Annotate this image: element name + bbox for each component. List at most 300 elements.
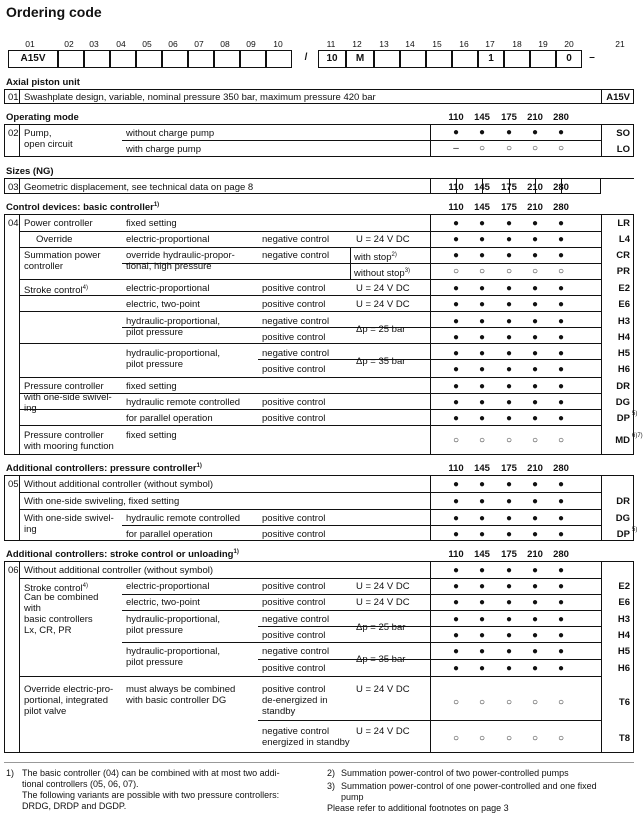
symbol: E6: [618, 299, 630, 310]
label: Pressure controller: [24, 430, 104, 441]
position-number: 04: [116, 39, 126, 49]
ng-size: 175: [501, 202, 517, 213]
mark: ●: [452, 646, 460, 657]
label: Pump,: [24, 128, 52, 139]
symbol: E2: [618, 581, 630, 592]
symbol: DP: [616, 529, 630, 540]
section-axial: Axial piston unit: [6, 77, 80, 88]
mark: ●: [557, 565, 565, 576]
position-number: 13: [379, 39, 389, 49]
grid-line: [350, 263, 602, 264]
symbol: L4: [618, 234, 630, 245]
label: Δp = 25 bar: [356, 622, 406, 633]
mark: ●: [452, 581, 460, 592]
mark: ○: [452, 266, 460, 277]
grid-line: [535, 179, 536, 194]
ng-size: 210: [527, 112, 543, 123]
mark: ●: [478, 529, 486, 540]
symbol: MD: [615, 435, 630, 446]
mark: ●: [557, 513, 565, 524]
mark: ●: [531, 663, 539, 674]
label: U = 24 V DC: [356, 684, 410, 695]
label: fixed setting: [126, 430, 177, 441]
mark: ●: [557, 597, 565, 608]
mark: ●: [478, 413, 486, 424]
label: positive control: [262, 529, 326, 540]
label: without charge pump: [126, 128, 215, 139]
label: positive control: [262, 663, 326, 674]
ng-size: 145: [474, 112, 490, 123]
ng-size: 280: [553, 549, 569, 560]
mark: ●: [452, 597, 460, 608]
section-sizes: Sizes (NG): [6, 166, 54, 177]
mark: ●: [531, 364, 539, 375]
position-number: 12: [352, 39, 362, 49]
ng-size: 110: [448, 112, 464, 123]
mark: ●: [505, 234, 513, 245]
symbol: DG: [615, 513, 630, 524]
ng-size: 210: [527, 463, 543, 474]
mark: ●: [478, 663, 486, 674]
code-box: [452, 50, 478, 68]
mark: ○: [478, 143, 486, 154]
mark: ●: [531, 348, 539, 359]
mark: ●: [505, 413, 513, 424]
ng-size: 210: [527, 182, 543, 193]
label: electric, two-point: [126, 299, 200, 310]
grid-line: [19, 409, 602, 410]
symbol: T8: [618, 733, 630, 744]
code-box: [162, 50, 188, 68]
mark: ●: [531, 630, 539, 641]
ng-size: 175: [501, 112, 517, 123]
mark: ●: [531, 581, 539, 592]
mark: ○: [505, 733, 513, 744]
code-box: –: [589, 52, 595, 63]
mark: ●: [531, 614, 539, 625]
mark: ●: [505, 348, 513, 359]
mark: ●: [531, 646, 539, 657]
mark: ●: [557, 663, 565, 674]
mark: ●: [505, 381, 513, 392]
row-text: Geometric displacement, see technical data on page 8: [24, 182, 254, 193]
code-box: [58, 50, 84, 68]
mark: ●: [557, 299, 565, 310]
mark: ●: [452, 234, 460, 245]
mark: ●: [478, 299, 486, 310]
code-box: [214, 50, 240, 68]
label: U = 24 V DC: [356, 283, 410, 294]
mark: ●: [505, 283, 513, 294]
mark: ●: [478, 283, 486, 294]
label: energized in standby: [262, 737, 350, 748]
label: tional, high pressure: [126, 261, 212, 272]
label: positive control: [262, 283, 326, 294]
code-box: 10: [318, 50, 346, 68]
mark: ●: [452, 348, 460, 359]
label: basic controllers: [24, 614, 93, 625]
ng-size: 145: [474, 549, 490, 560]
section-add-stroke: Additional controllers: stroke control or unloading$^{1)}$: [6, 549, 239, 561]
position-number: 01: [25, 39, 35, 49]
label: positive control: [262, 581, 326, 592]
footnote-num: 3): [327, 781, 336, 791]
label: fixed setting: [126, 218, 177, 229]
mark: ●: [557, 397, 565, 408]
position-number: 14: [405, 39, 415, 49]
position-number: 10: [273, 39, 283, 49]
symbol: DP: [616, 413, 630, 424]
grid-line: [122, 610, 602, 611]
ng-size: 280: [553, 182, 569, 193]
grid-line: [19, 311, 602, 312]
label: Can be combined: [24, 592, 99, 603]
grid-line: [19, 676, 602, 677]
symbol: H4: [617, 630, 630, 641]
grid-line: [19, 377, 602, 378]
code-box: A15V: [8, 50, 58, 68]
code-box: [266, 50, 292, 68]
position-number: 06: [168, 39, 178, 49]
mark: ●: [505, 614, 513, 625]
mark: ●: [478, 565, 486, 576]
mark: ●: [557, 250, 565, 261]
grid-line: [19, 425, 602, 426]
footnote-num: 1): [6, 768, 15, 778]
position-number: 20: [564, 39, 574, 49]
label: positive control: [262, 630, 326, 641]
label: negative control: [262, 726, 330, 737]
mark: ●: [478, 513, 486, 524]
mark: ○: [478, 435, 486, 446]
ng-size: 210: [527, 202, 543, 213]
mark: ●: [452, 565, 460, 576]
mark: ●: [557, 529, 565, 540]
symbol: H5: [617, 348, 630, 359]
label: pilot valve: [24, 706, 67, 717]
label: de-energized in: [262, 695, 328, 706]
mark: ●: [452, 413, 460, 424]
mark: ●: [478, 348, 486, 359]
symbol: DR: [616, 381, 630, 392]
mark: ●: [478, 496, 486, 507]
grid-line: [258, 359, 602, 360]
mark: ●: [557, 316, 565, 327]
label: negative control: [262, 614, 330, 625]
mark: ●: [478, 646, 486, 657]
mark: ●: [557, 381, 565, 392]
label: ing: [24, 524, 37, 535]
mark: ●: [452, 316, 460, 327]
symbol: E2: [618, 283, 630, 294]
footnote-1c: The following variants are possible with two pressure controllers:: [22, 790, 280, 800]
mark: ●: [452, 381, 460, 392]
mark: ●: [531, 299, 539, 310]
code-box: [374, 50, 400, 68]
ng-size: 280: [553, 463, 569, 474]
label: hydraulic-proportional,: [126, 646, 220, 657]
symbol: H5: [617, 646, 630, 657]
code-box: [530, 50, 556, 68]
mark: ●: [531, 127, 539, 138]
ng-size: 280: [553, 112, 569, 123]
label: negative control: [262, 646, 330, 657]
mark: ●: [478, 630, 486, 641]
mark: ●: [505, 479, 513, 490]
label: fixed setting: [126, 381, 177, 392]
label: with one-side swivel-: [24, 392, 112, 403]
section-add-pressure: Additional controllers: pressure controller$^{1)}$: [6, 463, 202, 475]
mark: ○: [557, 697, 565, 708]
mark: ○: [531, 435, 539, 446]
label: hydraulic-proportional,: [126, 316, 220, 327]
grid-line: [258, 659, 602, 660]
ng-size: 210: [527, 549, 543, 560]
position-number: 05: [142, 39, 152, 49]
code-box: [240, 50, 266, 68]
code-box: [400, 50, 426, 68]
section-control: Control devices: basic controller$^{1)}$: [6, 202, 160, 214]
label: U = 24 V DC: [356, 581, 410, 592]
row-num: 05: [8, 479, 19, 490]
mark: ●: [505, 218, 513, 229]
grid-line: [456, 179, 457, 194]
ng-size: 280: [553, 202, 569, 213]
grid-line: [122, 642, 602, 643]
label: negative control: [262, 250, 330, 261]
mark: ●: [557, 218, 565, 229]
mark: ●: [557, 479, 565, 490]
ng-size: 110: [448, 549, 464, 560]
symbol: H3: [617, 316, 630, 327]
label: U = 24 V DC: [356, 726, 410, 737]
mark: ●: [452, 479, 460, 490]
mark: ●: [557, 614, 565, 625]
label: hydraulic remote controlled: [126, 513, 241, 524]
grid-line: [561, 179, 562, 194]
mark: ○: [557, 143, 565, 154]
mark: ●: [505, 127, 513, 138]
mark: ●: [478, 614, 486, 625]
code-box: [136, 50, 162, 68]
grid-line: [19, 509, 602, 510]
position-number: 02: [64, 39, 74, 49]
symbol: LO: [616, 144, 630, 155]
mark: ○: [557, 435, 565, 446]
label: portional, integrated: [24, 695, 108, 706]
symbol: SO: [616, 128, 630, 139]
mark: ●: [452, 283, 460, 294]
mark: ●: [505, 299, 513, 310]
ng-size: 110: [448, 182, 464, 193]
grid-line: [258, 720, 602, 721]
mark: ●: [452, 663, 460, 674]
label: Lx, CR, PR: [24, 625, 72, 636]
mark: ●: [478, 218, 486, 229]
mark: ●: [478, 127, 486, 138]
label: pilot pressure: [126, 359, 184, 370]
label: Δp = 35 bar: [356, 356, 406, 367]
symbol: T6: [618, 697, 630, 708]
label: for parallel operation: [126, 529, 213, 540]
label: positive control: [262, 597, 326, 608]
footnote-num: 2): [327, 768, 336, 778]
label: with basic controller DG: [126, 695, 227, 706]
label: Power controller: [24, 218, 93, 229]
label: controller: [24, 261, 64, 272]
position-number: 07: [194, 39, 204, 49]
label: Override: [36, 234, 73, 245]
label: positive control: [262, 397, 326, 408]
mark: ○: [557, 266, 565, 277]
grid-line: [19, 231, 602, 232]
grid-line: [19, 343, 602, 344]
footnote-3b: pump: [341, 792, 364, 802]
mark: ●: [557, 630, 565, 641]
code-box: [84, 50, 110, 68]
label: electric-proportional: [126, 581, 210, 592]
mark: ●: [531, 413, 539, 424]
label: with mooring function: [24, 441, 114, 452]
row-num: 04: [8, 218, 19, 229]
mark: ●: [505, 332, 513, 343]
mark: –: [453, 143, 459, 154]
mark: ●: [531, 250, 539, 261]
code-box: 0: [556, 50, 582, 68]
mark: ○: [505, 266, 513, 277]
symbol: DG: [615, 397, 630, 408]
mark: ○: [557, 733, 565, 744]
label: negative control: [262, 316, 330, 327]
mark: ○: [531, 266, 539, 277]
label: for parallel operation: [126, 413, 213, 424]
ng-size: 175: [501, 182, 517, 193]
mark: ●: [478, 479, 486, 490]
page-title: Ordering code: [6, 4, 102, 20]
mark: ●: [505, 597, 513, 608]
label: electric, two-point: [126, 597, 200, 608]
grid-line: [19, 295, 602, 296]
mark: ○: [531, 143, 539, 154]
label: negative control: [262, 234, 330, 245]
row-num: 01: [8, 92, 19, 103]
mark: ●: [452, 529, 460, 540]
code-box: 1: [478, 50, 504, 68]
symbol: H3: [617, 614, 630, 625]
grid-line: [19, 578, 602, 579]
mark: ●: [478, 332, 486, 343]
position-number: 03: [89, 39, 99, 49]
row-num: 06: [8, 565, 19, 576]
mark: ●: [478, 381, 486, 392]
position-number: 08: [220, 39, 230, 49]
symbol: CR: [616, 250, 630, 261]
mark: ●: [531, 496, 539, 507]
grid-line: [19, 247, 602, 248]
mark: ●: [557, 646, 565, 657]
label: positive control: [262, 413, 326, 424]
label: with charge pump: [126, 144, 201, 155]
mark: ●: [478, 234, 486, 245]
mark: ●: [531, 381, 539, 392]
ng-size: 145: [474, 463, 490, 474]
label: negative control: [262, 348, 330, 359]
mark: ○: [531, 697, 539, 708]
label: pilot pressure: [126, 625, 184, 636]
mark: ●: [531, 234, 539, 245]
symbol: E6: [618, 597, 630, 608]
row-num: 02: [8, 128, 19, 139]
grid-line: [509, 179, 510, 194]
code-box: M: [346, 50, 374, 68]
symbol: H6: [617, 364, 630, 375]
code-box: /: [304, 52, 308, 63]
symbol: A15V: [606, 92, 630, 103]
mark: ●: [478, 364, 486, 375]
mark: ●: [557, 283, 565, 294]
mark: ●: [505, 364, 513, 375]
mark: ●: [505, 630, 513, 641]
ng-size: 145: [474, 182, 490, 193]
symbol: LR: [617, 218, 630, 229]
mark: ○: [452, 733, 460, 744]
grid-line: [350, 247, 351, 279]
grid-line: [258, 626, 602, 627]
ng-size: 145: [474, 202, 490, 213]
grid-line: [122, 525, 602, 526]
footnote-1d: DRDG, DRDP and DGDP.: [22, 801, 127, 811]
mark: ●: [505, 581, 513, 592]
mark: ●: [478, 250, 486, 261]
mark: ●: [452, 364, 460, 375]
mark: ●: [557, 348, 565, 359]
position-number: 11: [326, 39, 336, 49]
mark: ●: [452, 127, 460, 138]
ng-size: 110: [448, 202, 464, 213]
mark: ●: [557, 364, 565, 375]
position-number: 21: [615, 39, 625, 49]
label: Stroke control$^{4)}$: [24, 285, 88, 297]
label: override hydraulic-propor-: [126, 250, 235, 261]
mark: ●: [505, 565, 513, 576]
label: hydraulic remote controlled: [126, 397, 241, 408]
mark: ●: [452, 513, 460, 524]
label: pilot pressure: [126, 327, 184, 338]
mark: ●: [452, 630, 460, 641]
label: Stroke control$^{4)}$: [24, 583, 88, 595]
position-number: 09: [246, 39, 256, 49]
grid-line: [482, 179, 483, 194]
label: hydraulic-proportional,: [126, 614, 220, 625]
mark: ○: [478, 733, 486, 744]
mark: ●: [531, 565, 539, 576]
grid-line: [122, 594, 602, 595]
label: U = 24 V DC: [356, 299, 410, 310]
code-box: [504, 50, 530, 68]
mark: ●: [452, 397, 460, 408]
label: electric-proportional: [126, 283, 210, 294]
mark: ●: [505, 663, 513, 674]
label: With one-side swivel-: [24, 513, 114, 524]
label: positive control: [262, 332, 326, 343]
position-number: 15: [432, 39, 442, 49]
mark: ●: [557, 496, 565, 507]
symbol: H6: [617, 663, 630, 674]
mark: ○: [505, 143, 513, 154]
label: positive control: [262, 364, 326, 375]
label: with stop$^{2)}$: [354, 252, 397, 264]
mark: ●: [531, 332, 539, 343]
